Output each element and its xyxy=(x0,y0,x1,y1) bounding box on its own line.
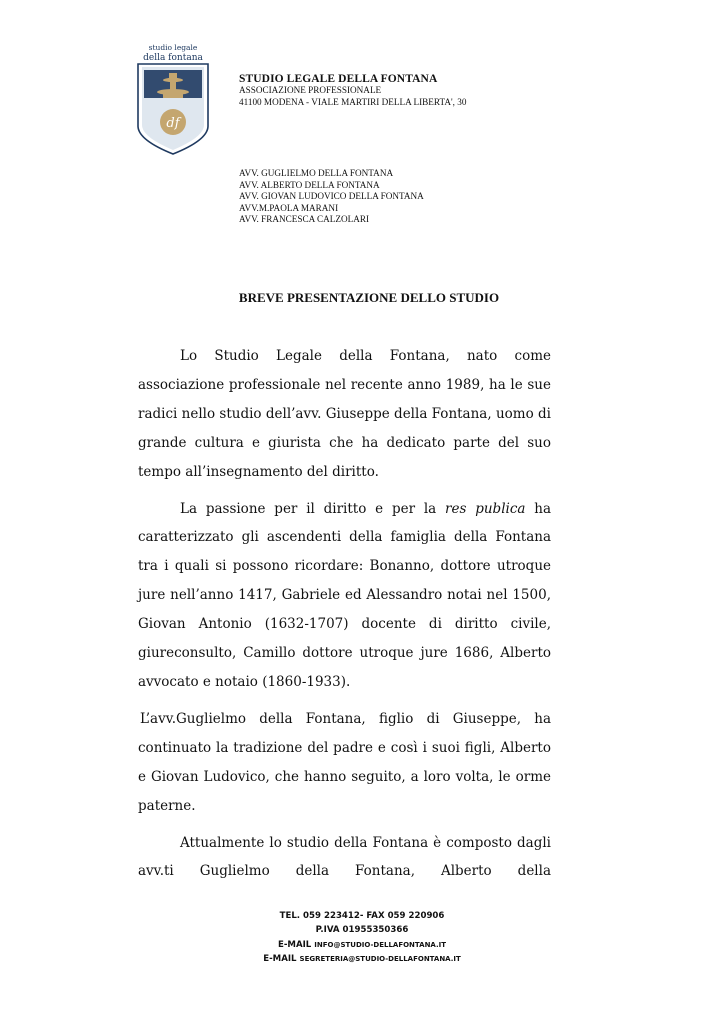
lawyer-name: AVV. GIOVAN LUDOVICO DELLA FONTANA xyxy=(239,191,424,202)
lawyer-name: AVV. ALBERTO DELLA FONTANA xyxy=(239,179,380,190)
lawyer-name: AVV. GUGLIELMO DELLA FONTANA xyxy=(239,168,394,178)
logo-text-line2: della fontana xyxy=(143,53,203,63)
footer-contacts xyxy=(0,909,724,967)
paragraph-1: Lo Studio Legale della Fontana, nato come associazione professionale nel recente anno 1989, ha le sue radici nello studio dell’avv. Giuseppe della Fontana, uomo di grande cultura e giurista che ha dedicato parte del suo tempo all’insegnamento del diritto. xyxy=(138,348,551,480)
firm-logo xyxy=(136,40,210,156)
logo-text-line1: studio legale xyxy=(148,43,198,52)
paragraph-4: Attualmente lo studio della Fontana è composto dagli avv.ti Guglielmo della Fontana, Alberto della xyxy=(138,834,551,880)
logo-monogram: df xyxy=(166,116,180,131)
document-title: BREVE PRESENTAZIONE DELLO STUDIO xyxy=(238,290,500,305)
firm-address: 41100 MODENA - VIALE MARTIRI DELLA LIBERTA', 30 xyxy=(239,96,467,107)
footer-email-1: E-MAIL INFO@STUDIO-DELLAFONTANA.IT xyxy=(277,939,447,950)
footer-vat: P.IVA 01955350366 xyxy=(315,925,409,936)
paragraph-3: L’avv.Guglielmo della Fontana, figlio di Giuseppe, ha continuato la tradizione del padre e così i suoi figli, Alberto e Giovan Ludovico, che hanno seguito, a loro volta, le orme paterne. xyxy=(138,710,551,814)
document-body xyxy=(138,342,551,894)
firm-name: STUDIO LEGALE DELLA FONTANA xyxy=(239,73,438,85)
footer-email-2: E-MAIL SEGRETERIA@STUDIO-DELLAFONTANA.IT xyxy=(263,954,461,965)
lawyer-name: AVV. FRANCESCA CALZOLARI xyxy=(239,214,370,225)
footer-tel-fax: TEL. 059 223412- FAX 059 220906 xyxy=(279,911,445,921)
firm-type: ASSOCIAZIONE PROFESSIONALE xyxy=(239,85,382,95)
paragraph-2: La passione per il diritto e per la res publica ha caratterizzato gli ascendenti della famiglia della Fontana tra i quali si possono ricordare: Bonanno, dottore utroque jure nell’anno 1417, Gabriele ed Alessandro notai nel 1500, Giovan Antonio (1632-1707) docente di diritto civile, giureconsulto, Camillo dottore utroque jure 1686, Alberto avvocato e notaio (1860-1933). xyxy=(138,500,551,690)
lawyers-list xyxy=(239,168,424,226)
lawyer-name: AVV.M.PAOLA MARANI xyxy=(239,202,339,213)
letterhead xyxy=(239,73,466,108)
italic-phrase: res publica xyxy=(445,500,526,517)
